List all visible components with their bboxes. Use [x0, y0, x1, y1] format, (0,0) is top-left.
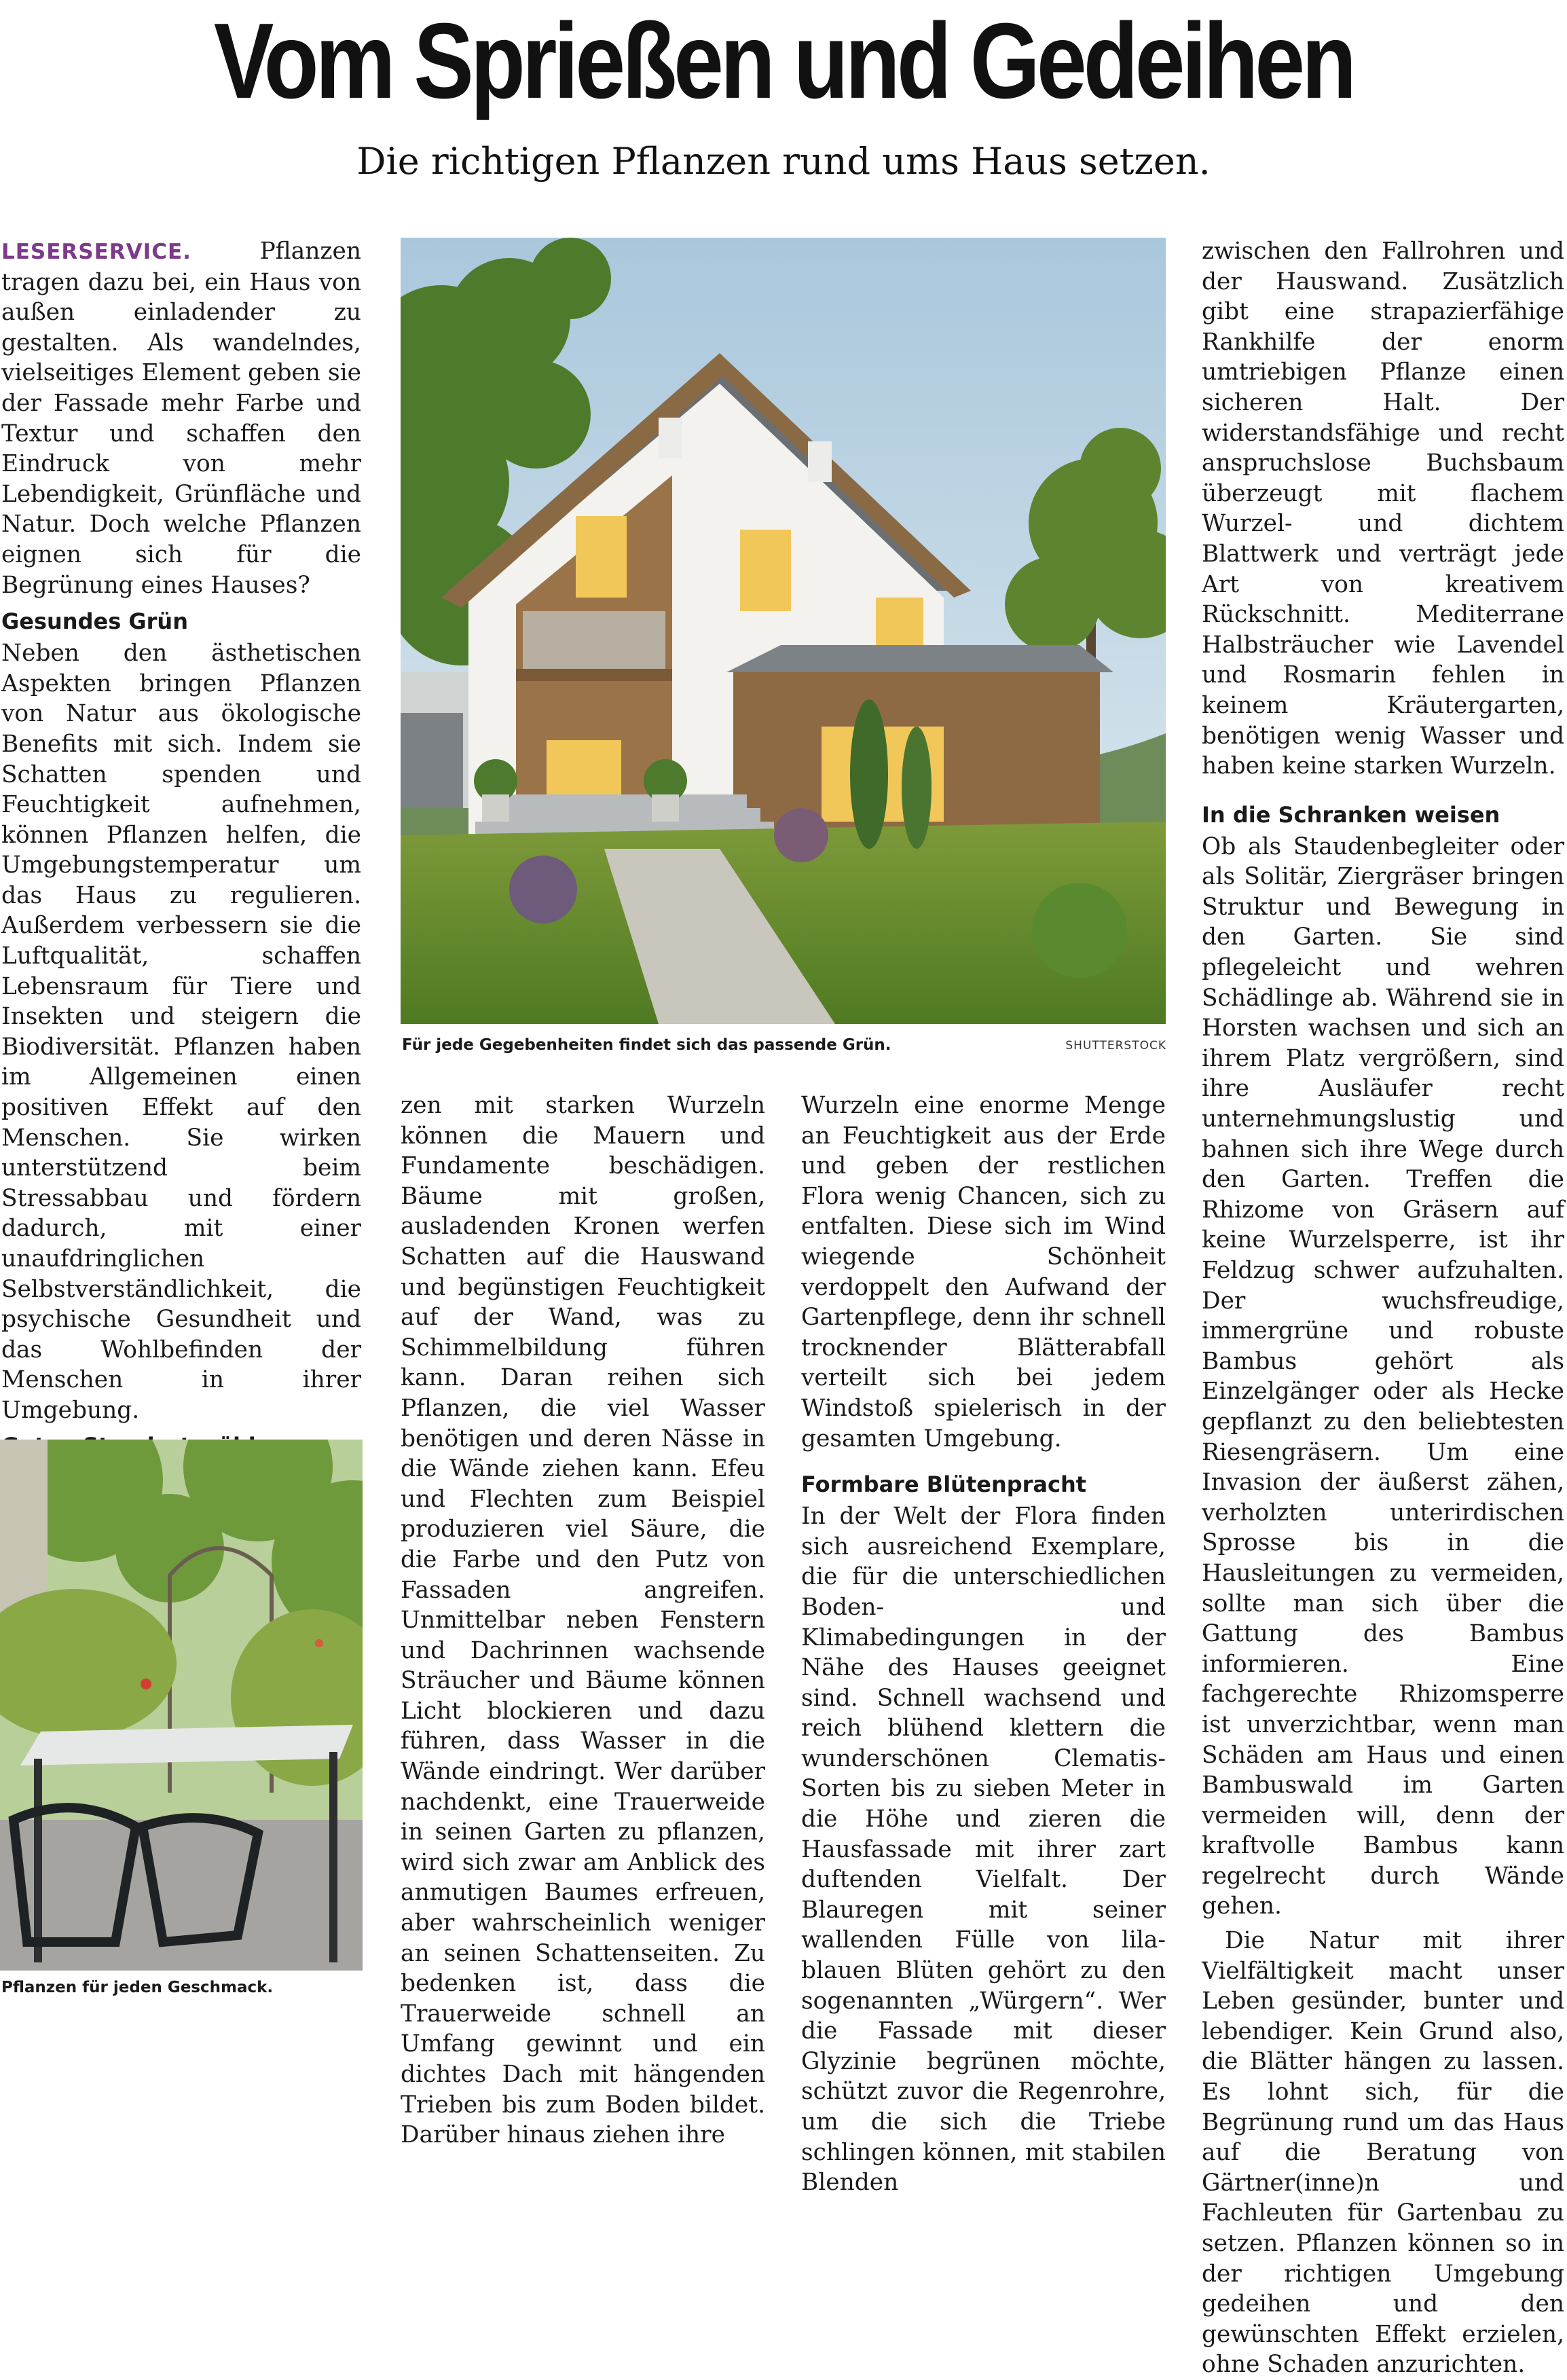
- house-photo-credit: SHUTTERSTOCK: [1065, 1039, 1166, 1052]
- paragraph-fazit: Die Natur mit ihrer Vielfältigkeit macht unser Leben gesünder, bunter und lebendiger. Kein Grund also, die Blätter hängen zu lassen. Es lohnt sich, für die Begrünung rund um das Haus auf die Beratung von Gärtner(inne)n und Fachleuten für Gartenbau zu setzen. Pflanzen können so in der richtigen Umgebung gedeihen und den gewünschten Effekt erzielen, ohne Schaden anzurichten.: [1202, 1927, 1564, 2379]
- intro-paragraph: [1, 236, 361, 600]
- column-3: [801, 1091, 1166, 2198]
- house-photo-caption: Für jede Gegebenheiten findet sich das passende Grün.: [402, 1036, 891, 1054]
- headline: Vom Sprießen und Gedeihen: [213, 1, 1354, 121]
- section-heading-bluetenpracht: Formbare Blütenpracht: [801, 1471, 1087, 1498]
- paragraph-gesundes-gruen: Neben den ästhetischen Aspekten bringen Pflanzen von Natur aus ökologische Benefits mit sich. Indem sie Schatten spenden und Feuchtigkeit aufnehmen, können Pflanzen helfen, die Umgebungstemperatur um das Haus zu regulieren. Außerdem verbessern sie die Luftqualität, schaffen Lebensraum für Tiere und Insekten und steigern die Biodiversität. Pflanzen haben im Allgemeinen einen positiven Effekt auf den Menschen. Sie wirken unterstützend beim Stressabbau und fördern dadurch, mit einer unaufdringlichen Selbstverständlichkeit, die psychische Gesundheit und das Wohlbefinden der Menschen in ihrer Umgebung.: [1, 640, 361, 1424]
- kicker: LESERSERVICE.: [1, 240, 191, 264]
- paragraph-schranken: Ob als Staudenbegleiter oder als Solitär, Ziergräser bringen Struktur und Bewegung in den Garten. Sie sind pflegeleicht und wehren Schädlinge ab. Während sie in Horsten wachsen und sich an ihrem Platz vergrößern, sind ihre Ausläufer recht unternehmungslustig und bahnen sich ihre Wege durch den Garten. Treffen die Rhizome von Gräsern auf keine Wurzelsperre, ist ihr Feldzug schwer aufzuhalten. Der wuchsfreudige, immergrüne und robuste Bambus gehört als Einzelgänger oder als Hecke gepflanzt zu den beliebtesten Riesengräsern. Um eine Invasion der äußerst zähen, verholzten unterirdischen Sprosse bis in die Hausleitungen zu vermeiden, sollte man sich über die Gattung des Bambus informieren. Eine fachgerechte Rhizomsperre ist unverzichtbar, wenn man Schäden am Haus und einen Bambuswald im Garten vermeiden will, denn der kraftvolle Bambus kann regelrecht durch Wände gehen.: [1202, 832, 1564, 1920]
- section-heading-schranken: In die Schranken weisen: [1202, 801, 1500, 828]
- garden-photo: [0, 1440, 363, 1971]
- garden-photo-caption: Pflanzen für jeden Geschmack.: [1, 1979, 274, 1996]
- paragraph-weide: Wurzeln eine enorme Menge an Feuchtigkeit aus der Erde und geben der restlichen Flora wenig Chancen, sich zu entfalten. Diese sich im Wind wiegende Schönheit verdoppelt den Aufwand der Gartenpflege, denn ihr schnell trocknender Blätterabfall verteilt sich bei jedem Windstoß spielerisch in der gesamten Umgebung.: [801, 1092, 1166, 1452]
- column-2: [401, 1091, 765, 2150]
- column-4: [1202, 236, 1564, 2380]
- paragraph-bluetenpracht-cont: zwischen den Fallrohren und der Hauswand. Zusätzlich gibt eine strapazierfähige Rankhilfe der enorm umtriebigen Pflanze einen sicheren Halt. Der widerstandsfähige und recht anspruchslose Buchsbaum überzeugt mit flachem Wurzel- und dichtem Blattwerk und verträgt jede Art von kreativem Rückschnitt. Mediterrane Halbsträucher wie Lavendel und Rosmarin fehlen in keinem Kräutergarten, benötigen wenig Wasser und haben keine starken Wurzeln.: [1202, 238, 1564, 780]
- paragraph-bluetenpracht: In der Welt der Flora finden sich ausreichend Exemplare, die für die unterschiedlichen Boden- und Klimabedingungen in der Nähe des Hauses geeignet sind. Schnell wachsend und reich blühend klettern die wunderschönen Clematis-Sorten bis zu sieben Meter in die Höhe und zieren die Hausfassade mit ihrer zart duftenden Vielfalt. Der Blauregen mit seiner wallenden Fülle von lila-blauen Blüten gehört zu den sogenannten „Würgern“. Wer die Fassade mit dieser Glyzinie begrünen möchte, schützt zuvor die Regenrohre, um die sich die Triebe schlingen können, mit stabilen Blenden: [801, 1503, 1166, 2197]
- section-heading-gesundes-gruen: Gesundes Grün: [1, 608, 188, 635]
- paragraph-standort-cont: zen mit starken Wurzeln können die Mauern und Fundamente beschädigen. Bäume mit großen, ausladenden Kronen werfen Schatten auf die Hauswand und begünstigen Feuchtigkeit auf der Wand, was zu Schimmelbildung führen kann. Daran reihen sich Pflanzen, die viel Wasser benötigen und deren Nässe in die Wände ziehen kann. Efeu und Flechten zum Beispiel produzieren viel Säure, die die Farbe und den Putz von Fassaden angreifen. Unmittelbar neben Fenstern und Dachrinnen wachsende Sträucher und Bäume können Licht blockieren und dazu führen, dass Wasser in die Wände eindringt. Wer darüber nachdenkt, eine Trauerweide in seinen Garten zu pflanzen, wird sich zwar am Anblick des anmutigen Baumes erfreuen, aber wahrscheinlich weniger an seinen Schattenseiten. Zu bedenken ist, dass die Trauerweide schnell an Umfang gewinnt und ein dichtes Dach mit hängenden Trieben bis zum Boden bildet. Darüber hinaus ziehen ihre: [401, 1092, 765, 2149]
- subheadline: Die richtigen Pflanzen rund ums Haus setzen.: [356, 140, 1211, 183]
- house-photo: [401, 238, 1166, 1024]
- intro-text: Pflanzen tragen dazu bei, ein Haus von außen einladender zu gestalten. Als wandelndes, vielseitiges Element geben sie der Fassade mehr Farbe und Textur und schaffen den Eindruck von mehr Lebendigkeit, Grünfläche und Natur. Doch welche Pflanzen eignen sich für die Begrünung eines Hauses?: [1, 238, 361, 599]
